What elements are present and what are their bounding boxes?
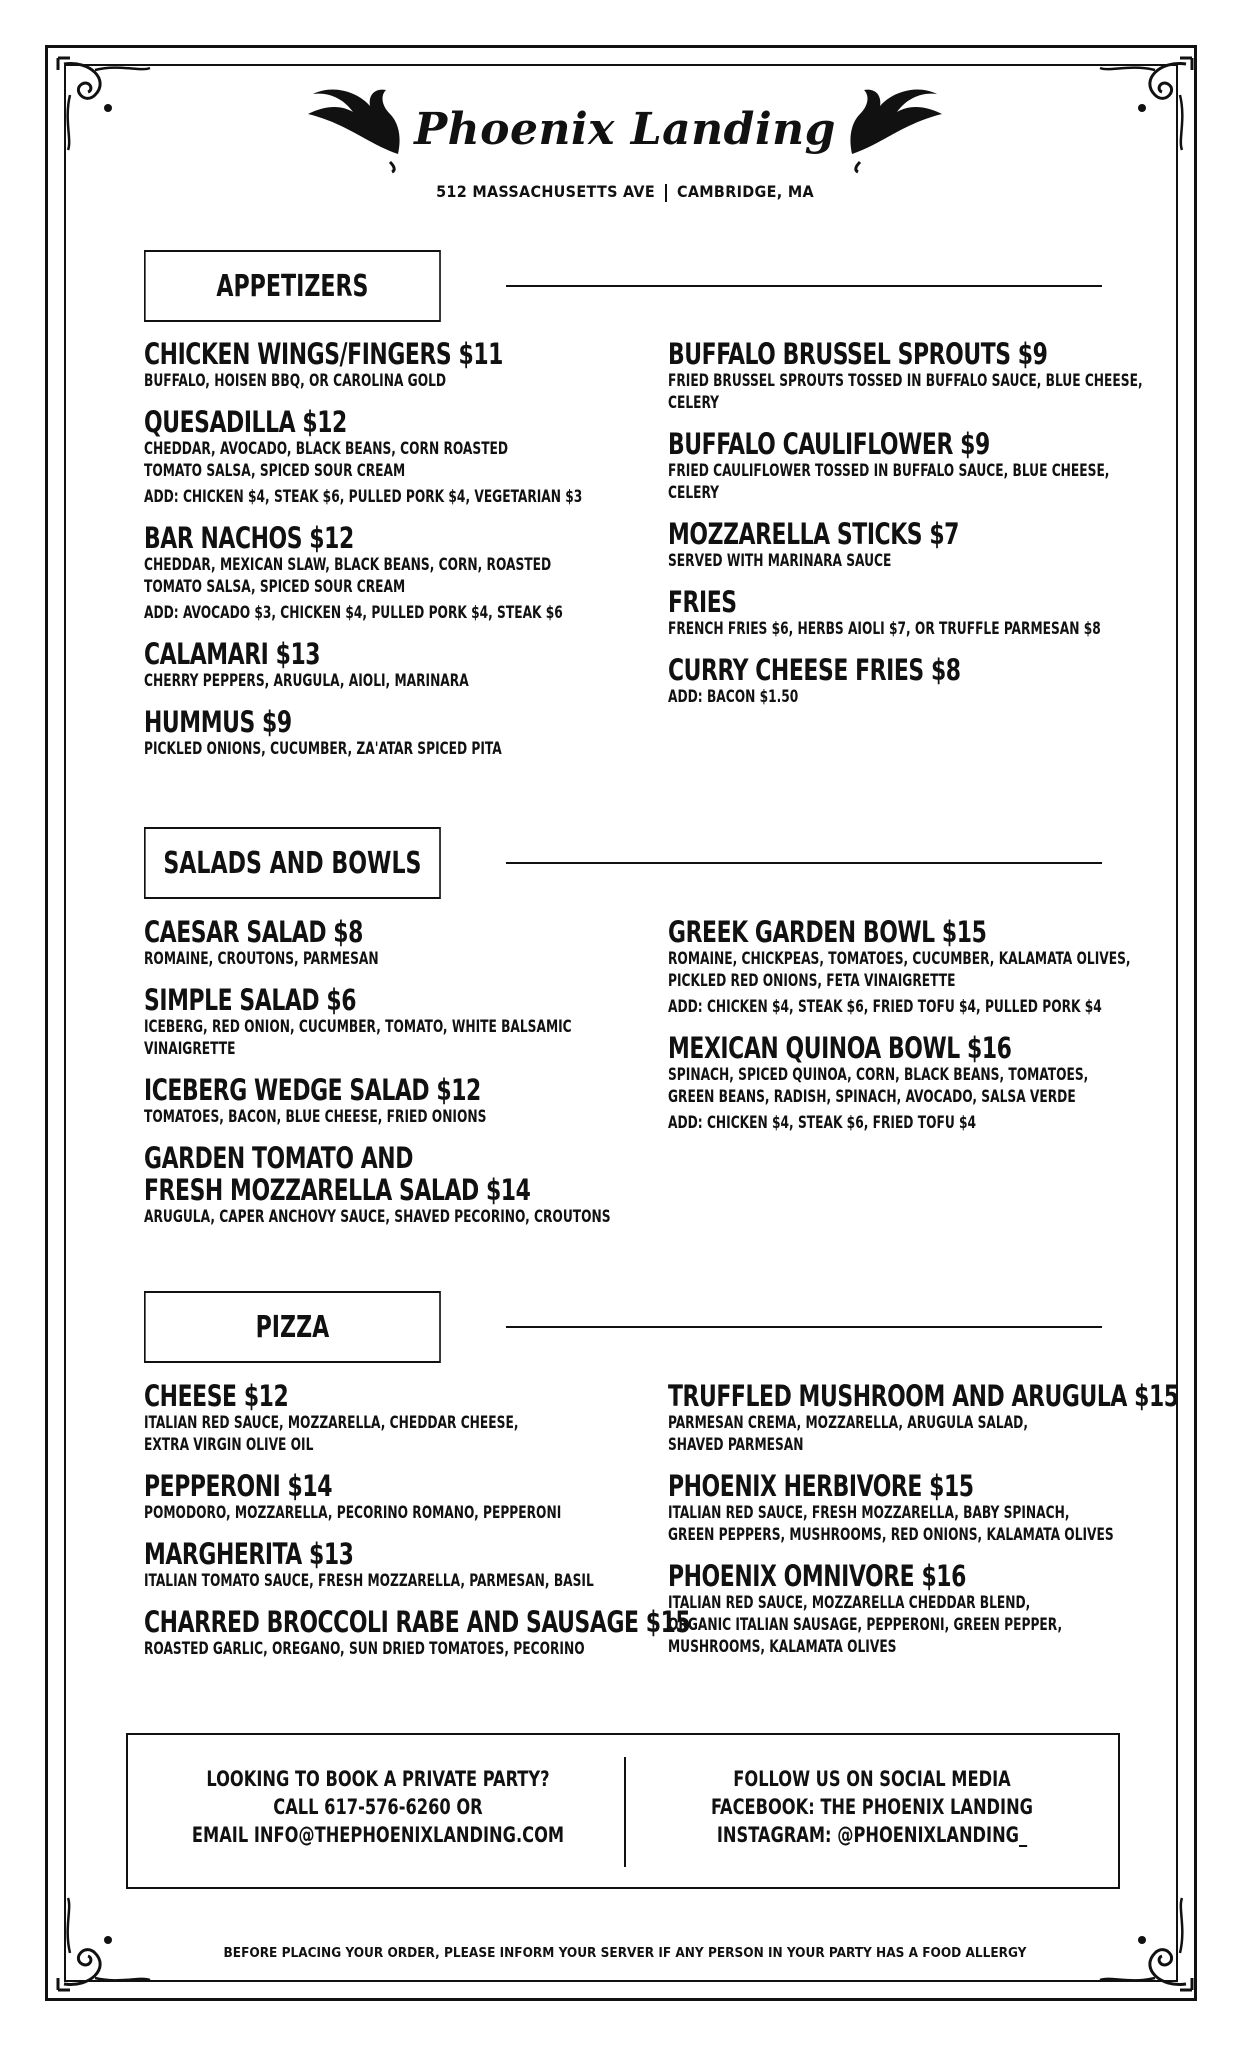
section-title-pizza bbox=[144, 1291, 441, 1363]
menu-item bbox=[668, 654, 1250, 708]
menu-item bbox=[668, 586, 1250, 640]
appetizers-right-column bbox=[668, 338, 1250, 722]
item-name: CHICKEN WINGS/FINGERS $11 bbox=[144, 337, 503, 371]
item-name: CAESAR SALAD $8 bbox=[144, 915, 363, 949]
item-description: PICKLED RED ONIONS, FETA VINAIGRETTE bbox=[668, 971, 956, 991]
menu-item bbox=[144, 638, 692, 692]
item-description: CELERY bbox=[668, 483, 720, 503]
menu-header bbox=[0, 84, 1250, 202]
allergy-notice: BEFORE PLACING YOUR ORDER, PLEASE INFORM YOUR SERVER IF ANY PERSON IN YOUR PARTY HAS A FOOD ALLERGY bbox=[223, 1945, 1027, 1961]
menu-item bbox=[144, 1142, 727, 1228]
city-address: CAMBRIDGE, MA bbox=[677, 182, 814, 201]
menu-item bbox=[668, 1560, 1250, 1658]
item-description: CHEDDAR, MEXICAN SLAW, BLACK BEANS, CORN, ROASTED bbox=[144, 555, 552, 575]
item-description: ICEBERG, RED ONION, CUCUMBER, TOMATO, WHITE BALSAMIC bbox=[144, 1017, 572, 1037]
item-description: EXTRA VIRGIN OLIVE OIL bbox=[144, 1435, 314, 1455]
private-party-heading: LOOKING TO BOOK A PRIVATE PARTY? bbox=[206, 1767, 550, 1791]
item-description: VINAIGRETTE bbox=[144, 1039, 236, 1059]
section-divider bbox=[506, 285, 1102, 287]
item-name: CHEESE $12 bbox=[144, 1379, 289, 1413]
item-name: GARDEN TOMATO AND bbox=[144, 1141, 413, 1175]
item-description: ARUGULA, CAPER ANCHOVY SAUCE, SHAVED PECORINO, CROUTONS bbox=[144, 1207, 611, 1227]
section-title-label: PIZZA bbox=[255, 1309, 330, 1345]
item-description: ITALIAN TOMATO SAUCE, FRESH MOZZARELLA, PARMESAN, BASIL bbox=[144, 1571, 594, 1591]
restaurant-address bbox=[0, 182, 1250, 202]
instagram-handle: INSTAGRAM: @PHOENIXLANDING_ bbox=[716, 1823, 1028, 1847]
item-name: FRIES bbox=[668, 585, 737, 619]
item-name: CALAMARI $13 bbox=[144, 637, 321, 671]
section-divider bbox=[506, 862, 1102, 864]
item-name: GREEK GARDEN BOWL $15 bbox=[668, 915, 987, 949]
menu-item bbox=[144, 406, 692, 508]
item-description: ROMAINE, CHICKPEAS, TOMATOES, CUCUMBER, KALAMATA OLIVES, bbox=[668, 949, 1131, 969]
private-party-info bbox=[138, 1765, 618, 1849]
private-party-email: EMAIL INFO@THEPHOENIXLANDING.COM bbox=[191, 1823, 565, 1847]
item-description: TOMATO SALSA, SPICED SOUR CREAM bbox=[144, 577, 406, 597]
item-description: GREEN BEANS, RADISH, SPINACH, AVOCADO, SALSA VERDE bbox=[668, 1087, 1076, 1107]
salads-right-column bbox=[668, 916, 1246, 1148]
menu-item bbox=[668, 428, 1250, 504]
item-description: ITALIAN RED SAUCE, MOZZARELLA CHEDDAR BLEND, bbox=[668, 1593, 1031, 1613]
item-description: FRIED BRUSSEL SPROUTS TOSSED IN BUFFALO SAUCE, BLUE CHEESE, bbox=[668, 371, 1143, 391]
corner-ornament-icon bbox=[50, 1888, 160, 1998]
private-party-phone: CALL 617-576-6260 OR bbox=[273, 1795, 483, 1819]
item-name: PHOENIX OMNIVORE $16 bbox=[668, 1559, 966, 1593]
phoenix-dragon-icon bbox=[298, 84, 408, 174]
menu-item bbox=[144, 706, 692, 760]
salads-left-column bbox=[144, 916, 727, 1242]
item-description: SHAVED PARMESAN bbox=[668, 1435, 804, 1455]
item-description: PARMESAN CREMA, MOZZARELLA, ARUGULA SALAD, bbox=[668, 1413, 1028, 1433]
section-title-salads bbox=[144, 827, 441, 899]
item-description: MUSHROOMS, KALAMATA OLIVES bbox=[668, 1637, 897, 1657]
item-name: CHARRED BROCCOLI RABE AND SAUSAGE $15 bbox=[144, 1605, 691, 1639]
menu-item bbox=[144, 984, 727, 1060]
section-divider bbox=[506, 1326, 1102, 1328]
item-description: PICKLED ONIONS, CUCUMBER, ZA'ATAR SPICED PITA bbox=[144, 739, 502, 759]
facebook-handle: FACEBOOK: THE PHOENIX LANDING bbox=[710, 1795, 1034, 1819]
social-media-info bbox=[632, 1765, 1112, 1849]
item-description: CHERRY PEPPERS, ARUGULA, AIOLI, MARINARA bbox=[144, 671, 469, 691]
menu-item bbox=[668, 338, 1250, 414]
item-description: GREEN PEPPERS, MUSHROOMS, RED ONIONS, KALAMATA OLIVES bbox=[668, 1525, 1114, 1545]
item-name: CURRY CHEESE FRIES $8 bbox=[668, 653, 961, 687]
section-title-label: APPETIZERS bbox=[216, 268, 369, 304]
phoenix-dragon-icon bbox=[842, 84, 952, 174]
item-add-ons: ADD: CHICKEN $4, STEAK $6, FRIED TOFU $4, PULLED PORK $4 bbox=[668, 997, 1102, 1017]
menu-item bbox=[668, 916, 1246, 1018]
item-description: TOMATO SALSA, SPICED SOUR CREAM bbox=[144, 461, 406, 481]
item-description: SPINACH, SPICED QUINOA, CORN, BLACK BEANS, TOMATOES, bbox=[668, 1065, 1089, 1085]
menu-item bbox=[144, 522, 692, 624]
menu-item bbox=[668, 518, 1250, 572]
item-description: ADD: BACON $1.50 bbox=[668, 687, 799, 707]
item-description: CELERY bbox=[668, 393, 720, 413]
item-name: BUFFALO CAULIFLOWER $9 bbox=[668, 427, 990, 461]
item-description: POMODORO, MOZZARELLA, PECORINO ROMANO, PEPPERONI bbox=[144, 1503, 562, 1523]
item-description: ROMAINE, CROUTONS, PARMESAN bbox=[144, 949, 379, 969]
menu-item bbox=[668, 1032, 1246, 1134]
item-description: ITALIAN RED SAUCE, MOZZARELLA, CHEDDAR CHEESE, bbox=[144, 1413, 519, 1433]
item-add-ons: ADD: CHICKEN $4, STEAK $6, PULLED PORK $4, VEGETARIAN $3 bbox=[144, 487, 583, 507]
pizza-right-column bbox=[668, 1380, 1250, 1672]
item-description: FRENCH FRIES $6, HERBS AIOLI $7, OR TRUFFLE PARMESAN $8 bbox=[668, 619, 1101, 639]
item-name: SIMPLE SALAD $6 bbox=[144, 983, 357, 1017]
item-description: ITALIAN RED SAUCE, FRESH MOZZARELLA, BABY SPINACH, bbox=[668, 1503, 1070, 1523]
item-name: BAR NACHOS $12 bbox=[144, 521, 354, 555]
section-title-label: SALADS AND BOWLS bbox=[163, 845, 422, 881]
item-name: HUMMUS $9 bbox=[144, 705, 292, 739]
item-description: FRIED CAULIFLOWER TOSSED IN BUFFALO SAUCE, BLUE CHEESE, bbox=[668, 461, 1110, 481]
item-description: ROASTED GARLIC, OREGANO, SUN DRIED TOMATOES, PECORINO bbox=[144, 1639, 585, 1659]
menu-item bbox=[144, 1074, 727, 1128]
corner-ornament-icon bbox=[1090, 1888, 1200, 1998]
item-description: ORGANIC ITALIAN SAUSAGE, PEPPERONI, GREEN PEPPER, bbox=[668, 1615, 1063, 1635]
menu-item bbox=[668, 1380, 1250, 1456]
menu-item bbox=[668, 1470, 1250, 1546]
item-name-line-2: FRESH MOZZARELLA SALAD $14 bbox=[144, 1173, 531, 1207]
item-name: PHOENIX HERBIVORE $15 bbox=[668, 1469, 974, 1503]
brand-row bbox=[0, 84, 1250, 174]
item-description: BUFFALO, HOISEN BBQ, OR CAROLINA GOLD bbox=[144, 371, 447, 391]
item-name: MEXICAN QUINOA BOWL $16 bbox=[668, 1031, 1012, 1065]
item-description: CHEDDAR, AVOCADO, BLACK BEANS, CORN ROASTED bbox=[144, 439, 509, 459]
contact-box bbox=[126, 1733, 1120, 1889]
item-name: MARGHERITA $13 bbox=[144, 1537, 354, 1571]
item-description: TOMATOES, BACON, BLUE CHEESE, FRIED ONIONS bbox=[144, 1107, 487, 1127]
item-name: PEPPERONI $14 bbox=[144, 1469, 333, 1503]
menu-item bbox=[144, 338, 692, 392]
contact-divider bbox=[624, 1757, 626, 1867]
appetizers-left-column bbox=[144, 338, 692, 774]
item-add-ons: ADD: AVOCADO $3, CHICKEN $4, PULLED PORK $4, STEAK $6 bbox=[144, 603, 563, 623]
social-heading: FOLLOW US ON SOCIAL MEDIA bbox=[733, 1767, 1011, 1791]
address-divider bbox=[665, 184, 667, 202]
restaurant-name: Phoenix Landing bbox=[414, 103, 836, 155]
item-name: BUFFALO BRUSSEL SPROUTS $9 bbox=[668, 337, 1048, 371]
menu-item bbox=[144, 916, 727, 970]
item-name: QUESADILLA $12 bbox=[144, 405, 347, 439]
street-address: 512 MASSACHUSETTS AVE bbox=[436, 182, 655, 201]
item-name: ICEBERG WEDGE SALAD $12 bbox=[144, 1073, 481, 1107]
item-name: TRUFFLED MUSHROOM AND ARUGULA $15 bbox=[668, 1379, 1179, 1413]
item-add-ons: ADD: CHICKEN $4, STEAK $6, FRIED TOFU $4 bbox=[668, 1113, 977, 1133]
item-description: SERVED WITH MARINARA SAUCE bbox=[668, 551, 892, 571]
item-name: MOZZARELLA STICKS $7 bbox=[668, 517, 960, 551]
section-title-appetizers bbox=[144, 250, 441, 322]
